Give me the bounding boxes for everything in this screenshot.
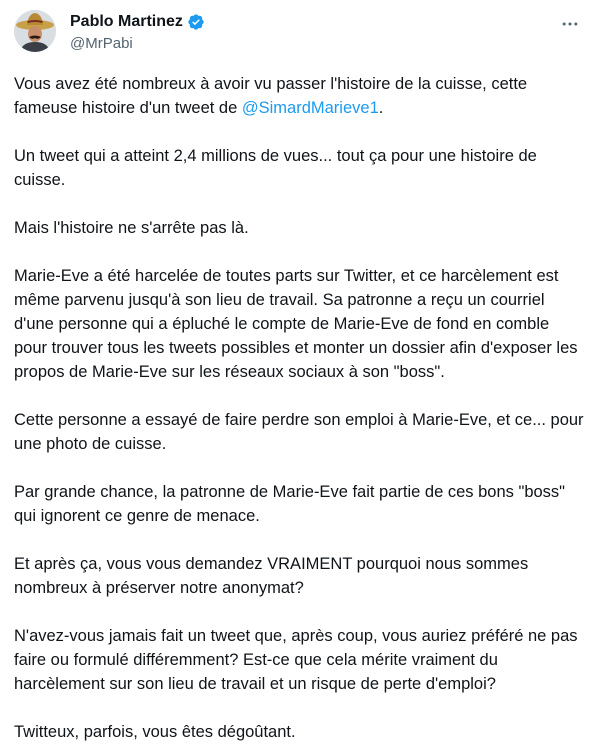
verified-badge-icon	[187, 13, 205, 31]
paragraph-3: Mais l'histoire ne s'arrête pas là.	[14, 219, 249, 237]
paragraph-1-end: .	[378, 99, 384, 117]
paragraph-2: Un tweet qui a atteint 2,4 millions de vues... tout ça pour une histoire de cuisse.	[14, 147, 537, 189]
avatar[interactable]	[14, 10, 56, 52]
paragraph-9: Twitteux, parfois, vous êtes dégoûtant.	[14, 723, 296, 741]
handle[interactable]: @MrPabi	[70, 35, 133, 52]
more-options-button[interactable]	[558, 12, 582, 36]
paragraph-1-text: Vous avez été nombreux à avoir vu passer l'histoire de la cuisse, cette fameuse histoire d'un tweet de	[14, 75, 528, 117]
more-options-icon	[560, 14, 580, 34]
paragraph-4: Marie-Eve a été harcelée de toutes parts sur Twitter, et ce harcèlement est même parvenu jusqu'à son lieu de travail. Sa patronne a reçu un courriel d'une personne qui a épluché le compte de Marie-Eve de fond en comble pour trouver tous les tweets possibles et monter un dossier afin d'exposer les propos de Marie-Eve sur les réseaux sociaux à son "boss".	[14, 267, 578, 381]
author-names	[70, 12, 205, 54]
paragraph-6: Par grande chance, la patronne de Marie-Eve fait partie de ces bons "boss" qui ignorent ce genre de menace.	[14, 483, 566, 525]
tweet-text	[14, 72, 586, 744]
paragraph-5: Cette personne a essayé de faire perdre son emploi à Marie-Eve, et ce... pour une photo de cuisse.	[14, 411, 584, 453]
name-row	[70, 12, 205, 32]
paragraph-1	[14, 72, 586, 120]
mention-link[interactable]: @SimardMarieve1	[241, 99, 379, 117]
tweet-header	[14, 10, 586, 72]
display-name[interactable]: Pablo Martinez	[70, 13, 183, 30]
paragraph-8: N'avez-vous jamais fait un tweet que, après coup, vous auriez préféré ne pas faire ou formulé différemment? Est-ce que cela mérite vraiment du harcèlement sur son lieu de travail et un risque de perte d'emploi?	[14, 627, 578, 693]
paragraph-7: Et après ça, vous vous demandez VRAIMENT pourquoi nous sommes nombreux à préserver notre anonymat?	[14, 555, 529, 597]
